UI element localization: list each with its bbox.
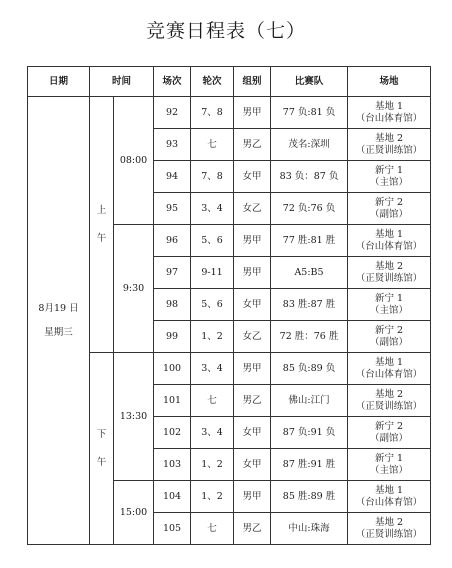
match-no: 101 bbox=[154, 385, 191, 417]
venue-hall: （主馆） bbox=[370, 304, 409, 316]
match-venue bbox=[348, 97, 431, 129]
match-venue bbox=[348, 193, 431, 225]
match-group: 男乙 bbox=[234, 129, 271, 161]
match-venue bbox=[348, 417, 431, 449]
match-venue bbox=[348, 449, 431, 481]
match-teams: 83 胜:87 胜 bbox=[271, 289, 348, 321]
venue-name: 新宁 2 bbox=[374, 196, 404, 208]
match-no: 104 bbox=[154, 481, 191, 513]
venue-hall: （台山体育馆） bbox=[355, 240, 423, 252]
page-title: 竞赛日程表（七） bbox=[145, 20, 306, 42]
match-group: 女甲 bbox=[234, 289, 271, 321]
venue-name: 新宁 2 bbox=[374, 420, 404, 432]
match-venue bbox=[348, 385, 431, 417]
match-group: 男乙 bbox=[234, 385, 271, 417]
match-no: 102 bbox=[154, 417, 191, 449]
match-teams: 77 胜:81 胜 bbox=[271, 225, 348, 257]
venue-hall: （主馆） bbox=[370, 176, 409, 188]
match-venue bbox=[348, 129, 431, 161]
match-round: 7、8 bbox=[191, 161, 234, 193]
header-venue: 场地 bbox=[348, 67, 431, 97]
match-teams: 佛山:江门 bbox=[271, 385, 348, 417]
match-venue bbox=[348, 481, 431, 513]
match-teams: A5:B5 bbox=[271, 257, 348, 289]
match-round: 七 bbox=[191, 513, 234, 545]
match-no: 100 bbox=[154, 353, 191, 385]
pm-cell bbox=[90, 353, 114, 545]
venue-hall: （副馆） bbox=[370, 208, 409, 220]
venue-name: 新宁 2 bbox=[374, 324, 404, 336]
match-round: 七 bbox=[191, 385, 234, 417]
schedule-table bbox=[27, 66, 431, 545]
match-group: 男甲 bbox=[234, 97, 271, 129]
match-round: 3、4 bbox=[191, 193, 234, 225]
match-group: 男甲 bbox=[234, 353, 271, 385]
header-group: 组别 bbox=[234, 67, 271, 97]
match-venue bbox=[348, 225, 431, 257]
match-round: 5、6 bbox=[191, 225, 234, 257]
match-venue bbox=[348, 161, 431, 193]
venue-name: 基地 1 bbox=[374, 228, 404, 240]
match-group: 男甲 bbox=[234, 481, 271, 513]
venue-name: 新宁 1 bbox=[374, 452, 404, 464]
match-no: 103 bbox=[154, 449, 191, 481]
venue-name: 基地 1 bbox=[374, 356, 404, 368]
match-group: 女甲 bbox=[234, 449, 271, 481]
venue-hall: （主馆） bbox=[370, 464, 409, 476]
match-group: 女乙 bbox=[234, 193, 271, 225]
venue-hall: （正贤训练馆） bbox=[355, 272, 423, 284]
venue-name: 基地 2 bbox=[374, 516, 404, 528]
match-no: 96 bbox=[154, 225, 191, 257]
match-teams: 85 胜:89 胜 bbox=[271, 481, 348, 513]
header-time: 时间 bbox=[90, 67, 154, 97]
pm-char-2: 午 bbox=[96, 456, 107, 468]
match-teams: 87 负:91 负 bbox=[271, 417, 348, 449]
match-teams: 85 负:89 负 bbox=[271, 353, 348, 385]
match-no: 97 bbox=[154, 257, 191, 289]
match-venue bbox=[348, 513, 431, 545]
venue-name: 基地 2 bbox=[374, 260, 404, 272]
match-teams: 77 负:81 负 bbox=[271, 97, 348, 129]
venue-hall: （台山体育馆） bbox=[355, 368, 423, 380]
match-round: 5、6 bbox=[191, 289, 234, 321]
match-round: 9-11 bbox=[191, 257, 234, 289]
venue-name: 新宁 1 bbox=[374, 164, 404, 176]
match-no: 98 bbox=[154, 289, 191, 321]
match-venue bbox=[348, 353, 431, 385]
match-teams: 87 胜:91 胜 bbox=[271, 449, 348, 481]
match-venue bbox=[348, 321, 431, 353]
match-teams: 茂名:深圳 bbox=[271, 129, 348, 161]
venue-hall: （台山体育馆） bbox=[355, 496, 423, 508]
match-group: 男甲 bbox=[234, 225, 271, 257]
venue-hall: （正贤训练馆） bbox=[355, 528, 423, 540]
match-group: 女乙 bbox=[234, 321, 271, 353]
header-teams: 比赛队 bbox=[271, 67, 348, 97]
venue-hall: （正贤训练馆） bbox=[355, 144, 423, 156]
date-text: 8月19 日 bbox=[38, 302, 79, 314]
match-group: 女甲 bbox=[234, 161, 271, 193]
match-group: 男甲 bbox=[234, 257, 271, 289]
match-round: 七 bbox=[191, 129, 234, 161]
slot-time: 9:30 bbox=[114, 225, 154, 353]
venue-hall: （台山体育馆） bbox=[355, 112, 423, 124]
match-no: 92 bbox=[154, 97, 191, 129]
am-char-1: 上 bbox=[96, 204, 107, 216]
venue-hall: （副馆） bbox=[370, 432, 409, 444]
venue-name: 基地 1 bbox=[374, 484, 404, 496]
venue-hall: （副馆） bbox=[370, 336, 409, 348]
date-cell bbox=[28, 97, 90, 545]
table-row bbox=[28, 97, 431, 129]
match-teams: 72 负:76 负 bbox=[271, 193, 348, 225]
pm-char-1: 下 bbox=[96, 428, 107, 440]
match-round: 1、2 bbox=[191, 481, 234, 513]
match-group: 男乙 bbox=[234, 513, 271, 545]
match-no: 95 bbox=[154, 193, 191, 225]
match-round: 3、4 bbox=[191, 417, 234, 449]
venue-name: 基地 2 bbox=[374, 132, 404, 144]
slot-time: 15:00 bbox=[114, 481, 154, 545]
match-venue bbox=[348, 289, 431, 321]
match-teams: 72 胜：76 胜 bbox=[271, 321, 348, 353]
match-round: 3、4 bbox=[191, 353, 234, 385]
match-no: 99 bbox=[154, 321, 191, 353]
venue-name: 基地 2 bbox=[374, 388, 404, 400]
header-row bbox=[28, 67, 431, 97]
match-round: 1、2 bbox=[191, 321, 234, 353]
header-round: 轮次 bbox=[191, 67, 234, 97]
weekday-text: 星期三 bbox=[44, 326, 73, 338]
venue-name: 新宁 1 bbox=[374, 292, 404, 304]
venue-name: 基地 1 bbox=[374, 100, 404, 112]
match-venue bbox=[348, 257, 431, 289]
venue-hall: （正贤训练馆） bbox=[355, 400, 423, 412]
header-date: 日期 bbox=[28, 67, 90, 97]
match-round: 1、2 bbox=[191, 449, 234, 481]
match-teams: 中山:珠海 bbox=[271, 513, 348, 545]
am-cell bbox=[90, 97, 114, 353]
match-no: 93 bbox=[154, 129, 191, 161]
match-round: 7、8 bbox=[191, 97, 234, 129]
match-teams: 83 负：87 负 bbox=[271, 161, 348, 193]
match-group: 女甲 bbox=[234, 417, 271, 449]
slot-time: 13:30 bbox=[114, 353, 154, 481]
match-no: 94 bbox=[154, 161, 191, 193]
match-no: 105 bbox=[154, 513, 191, 545]
header-match-no: 场次 bbox=[154, 67, 191, 97]
slot-time: 08:00 bbox=[114, 97, 154, 225]
am-char-2: 午 bbox=[96, 232, 107, 244]
